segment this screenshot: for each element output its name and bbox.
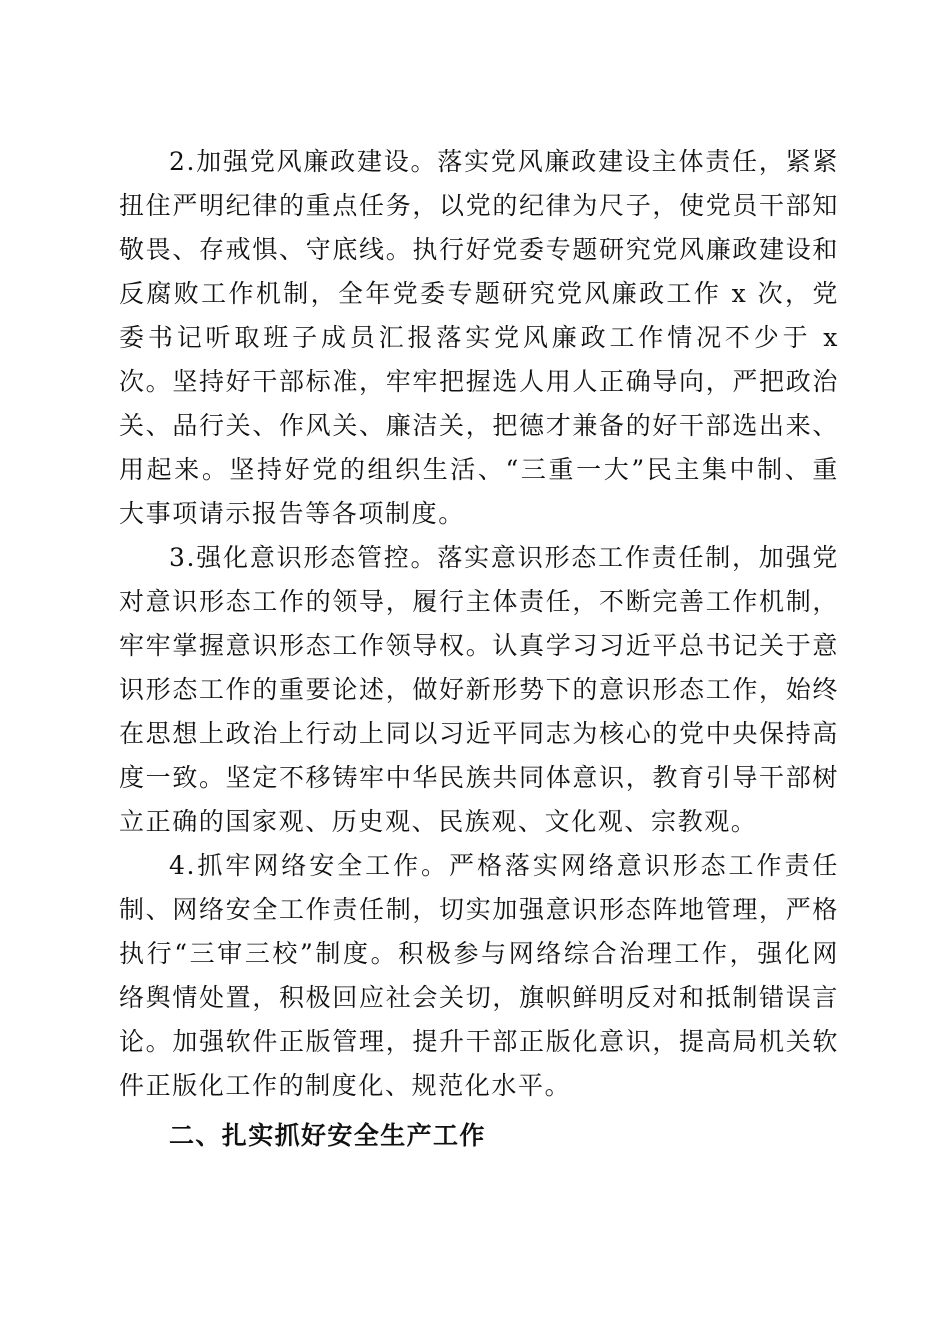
document-body bbox=[119, 140, 839, 1158]
section-heading: 二、扎实抓好安全生产工作 bbox=[169, 1121, 486, 1150]
paragraph-ideology-control: 3.强化意识形态管控。落实意识形态工作责任制，加强党对意识形态工作的领导，履行主体责任，不断完善工作机制，牢牢掌握意识形态工作领导权。认真学习习近平总书记关于意识形态工作的重要论述，做好新形势下的意识形态工作，始终在思想上政治上行动上同以习近平同志为核心的党中央保持高度一致。坚定不移铸牢中华民族共同体意识，教育引导干部树立正确的国家观、历史观、民族观、文化观、宗教观。 bbox=[119, 543, 839, 836]
paragraph-party-conduct: 2.加强党风廉政建设。落实党风廉政建设主体责任，紧紧扭住严明纪律的重点任务，以党的纪律为尺子，使党员干部知敬畏、存戒惧、守底线。执行好党委专题研究党风廉政建设和反腐败工作机制，全年党委专题研究党风廉政工作 x 次，党委书记听取班子成员汇报落实党风廉政工作情况不少于 x 次。坚持好干部标准，牢牢把握选人用人正确导向，严把政治关、品行关、作风关、廉洁关，把德才兼备的好干部选出来、用起来。坚持好党的组织生活、“三重一大”民主集中制、重大事项请示报告等各项制度。 bbox=[119, 147, 839, 528]
paragraph-network-security: 4.抓牢网络安全工作。严格落实网络意识形态工作责任制、网络安全工作责任制，切实加强意识形态阵地管理，严格执行“三审三校”制度。积极参与网络综合治理工作，强化网络舆情处置，积极回应社会关切，旗帜鲜明反对和抵制错误言论。加强软件正版管理，提升干部正版化意识，提高局机关软件正版化工作的制度化、规范化水平。 bbox=[119, 851, 839, 1100]
